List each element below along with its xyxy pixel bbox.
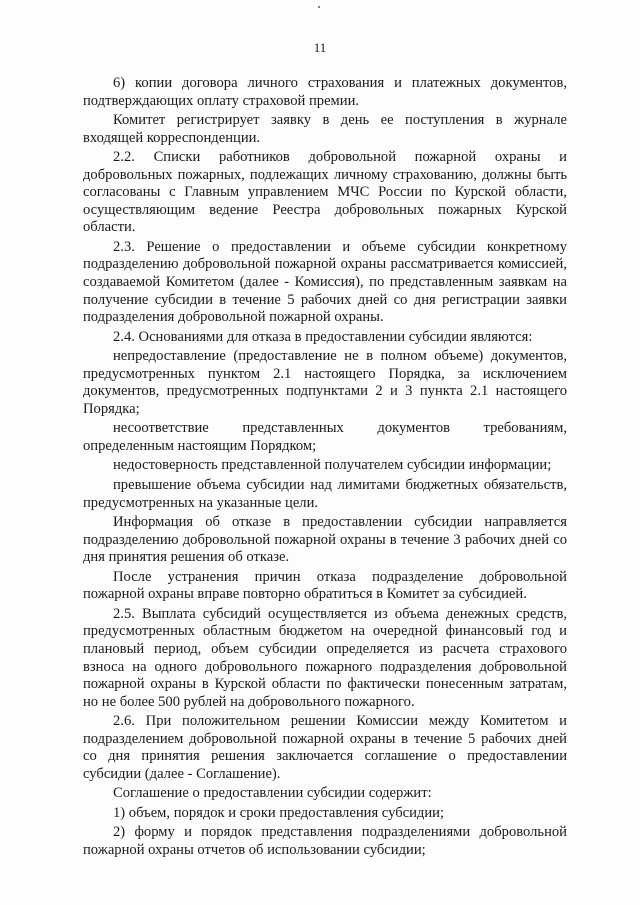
paragraph-refusal-notice: Информация об отказе в предоставлении субсидии направляется подразделению добровольной пожарной охраны в течение 3 рабочих дней со дня принятия решения об отказе. (83, 514, 567, 566)
paragraph-2-2: 2.2. Списки работников добровольной пожарной охраны и добровольных пожарных, подлежащих личному страхованию, должны быть согласованы с Главным управлением МЧС России по Курской области, осуществляющим ведение Реестра добровольных пожарных Курской области. (83, 149, 567, 236)
paragraph-refusal-reason-4: превышение объема субсидии над лимитами бюджетных обязательств, предусмотренных на указанные цели. (83, 477, 567, 511)
paragraph-refusal-reason-3: недостоверность представленной получателем субсидии информации; (113, 457, 552, 474)
paragraph-2-5: 2.5. Выплата субсидий осуществляется из объема денежных средств, предусмотренных областным бюджетом на очередной финансовый год и плановый период, объем субсидии определяется из расчета страхового взноса на одного добровольного пожарного подразделения добровольной пожарной охраны в Курской области по фактически понесенным затратам, но не более 500 рублей на добровольного пожарного. (83, 605, 567, 710)
page-number: 11 (313, 40, 327, 55)
paragraph-2-4: 2.4. Основаниями для отказа в предоставлении субсидии являются: (113, 328, 533, 345)
paragraph-agreement-item-2: 2) форму и порядок представления подразделениями добровольной пожарной охраны отчетов об использовании субсидии; (83, 824, 567, 858)
paragraph-registration: Комитет регистрирует заявку в день ее поступления в журнале входящей корреспонденции. (83, 112, 567, 146)
paragraph-agreement-contents: Соглашение о предоставлении субсидии содержит: (113, 785, 432, 802)
scan-speck (318, 6, 320, 8)
paragraph-refusal-reason-1: непредоставление (предоставление не в полном объеме) документов, предусмотренных пунктом 2.1 настоящего Порядка, за исключением документов, предусмотренных подпунктами 2 и 3 пункта 2.1 настоящего Порядка; (83, 348, 567, 417)
paragraph-reapply: После устранения причин отказа подразделение добровольной пожарной охраны вправе повторно обратиться в Комитет за субсидией. (83, 568, 567, 603)
paragraph-2-6: 2.6. При положительном решении Комиссии между Комитетом и подразделением добровольной пожарной охраны в течение 5 рабочих дней со дня принятия решения заключается соглашение о предоставлении субсидии (далее - Соглашение). (83, 713, 567, 782)
paragraph-2-3: 2.3. Решение о предоставлении и объеме субсидии конкретному подразделению добровольной пожарной охраны рассматривается комиссией, создаваемой Комитетом (далее - Комиссия), по представленным заявкам на получение субсидии в течение 5 рабочих дней со дня регистрации заявки подразделения добровольной пожарной охраны. (83, 238, 567, 326)
paragraph-agreement-item-1: 1) объем, порядок и сроки предоставления субсидии; (113, 804, 445, 821)
paragraph-refusal-reason-2: несоответствие представленных документов требованиям, определенным настоящим Порядком; (83, 420, 567, 454)
paragraph-item-6: 6) копии договора личного страхования и платежных документов, подтверждающих оплату страховой премии. (83, 75, 567, 109)
document-body (83, 75, 567, 862)
